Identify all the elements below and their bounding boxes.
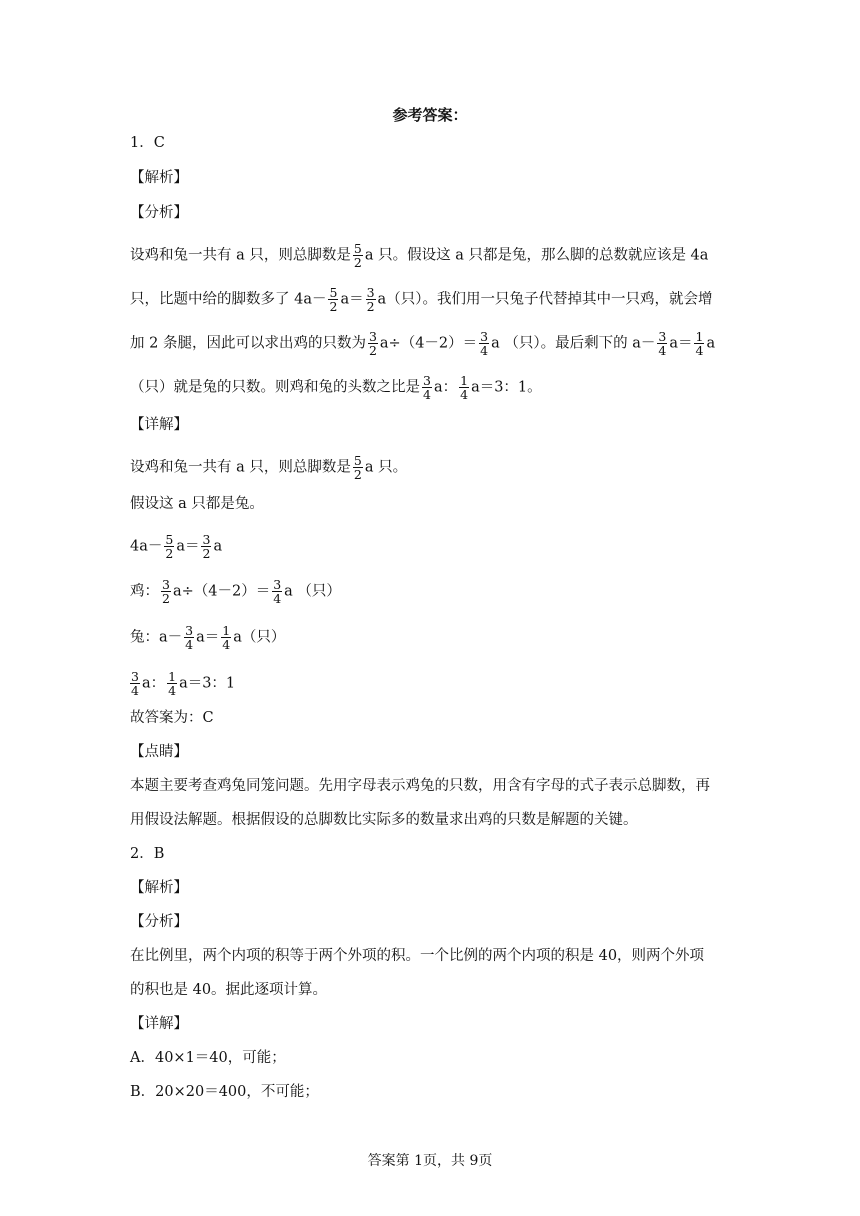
q1-fenxi-line-2: 只，比题中给的脚数多了 4a－ $\frac{5}{2}$ a＝ $\frac{3}{2}$ a（只）。我们用一只兔子代替掉其中一只鸡，就会增 <box>130 285 713 314</box>
q1-dianjing-line-2: 用假设法解题。根据假设的总脚数比实际多的数量求出鸡的只数是解题的关键。 <box>130 812 638 828</box>
page-footer: 答案第 1页，共 9页 <box>367 1153 493 1169</box>
fraction-1-4: $\frac{1}{4}$ <box>460 373 469 402</box>
fraction-5-2: $\frac{5}{2}$ <box>353 453 362 482</box>
q1-step-6: $\frac{3}{4}$ a： $\frac{1}{4}$ a＝3：1 <box>131 669 236 698</box>
fraction-3-4: $\frac{3}{4}$ <box>658 329 667 358</box>
q1-xiangjie-heading: 【详解】 <box>130 417 188 433</box>
q2-fenxi-heading: 【分析】 <box>130 914 188 930</box>
q1-answer-number: 1．C <box>130 135 165 151</box>
q1-dianjing-heading: 【点睛】 <box>130 744 188 760</box>
q1-step-1: 设鸡和兔一共有 a 只，则总脚数是 $\frac{5}{2}$ a 只。 <box>130 453 408 482</box>
q1-final-answer: 故答案为：C <box>130 710 214 726</box>
q1-step-3: 4a－ $\frac{5}{2}$ a＝ $\frac{3}{2}$ a <box>130 532 223 561</box>
fraction-3-4: $\frac{3}{4}$ <box>185 623 194 652</box>
q1-fenxi-line-3: 加 2 条腿，因此可以求出鸡的只数为 $\frac{3}{2}$ a÷（4－2）＝ $\frac{3}{4}$ a （只）。最后剩下的 a－ $\frac{3}{4}$ a＝ $\frac{1}{4}$ a <box>130 329 716 358</box>
q1-step-4: 鸡： $\frac{3}{2}$ a÷（4－2）＝ $\frac{3}{4}$ a （只） <box>130 577 341 606</box>
q2-option-a: A．40×1＝40，可能； <box>130 1050 286 1066</box>
q2-jiexi-heading: 【解析】 <box>130 880 188 896</box>
q1-dianjing-line-1: 本题主要考查鸡兔同笼问题。先用字母表示鸡兔的只数，用含有字母的式子表示总脚数，再 <box>130 778 710 794</box>
fraction-3-2: $\frac{3}{2}$ <box>162 577 170 606</box>
fraction-3-2: $\frac{3}{2}$ <box>368 329 377 358</box>
fraction-1-4: $\frac{1}{4}$ <box>222 623 231 652</box>
fraction-1-4: $\frac{1}{4}$ <box>695 329 704 358</box>
q2-fenxi-line-1: 在比例里，两个内项的积等于两个外项的积。一个比例的两个内项的积是 40，则两个外项 <box>130 948 705 964</box>
fraction-3-4: $\frac{3}{4}$ <box>423 373 431 402</box>
fraction-3-4: $\frac{3}{4}$ <box>131 669 139 698</box>
q1-step-5: 兔：a－ $\frac{3}{4}$ a＝ $\frac{1}{4}$ a（只） <box>130 623 286 652</box>
q2-xiangjie-heading: 【详解】 <box>130 1016 188 1032</box>
fraction-5-2: $\frac{5}{2}$ <box>165 532 174 561</box>
q1-fenxi-line-1: 设鸡和兔一共有 a 只，则总脚数是 $\frac{5}{2}$ a 只。假设这 a 只都是兔，那么脚的总数就应该是 4a <box>130 241 709 270</box>
q2-option-b: B．20×20＝400，不可能； <box>130 1084 319 1100</box>
fraction-1-4: $\frac{1}{4}$ <box>168 669 177 698</box>
fraction-5-2: $\frac{5}{2}$ <box>353 241 362 270</box>
fraction-3-2: $\frac{3}{2}$ <box>202 532 211 561</box>
fraction-3-2: $\frac{3}{2}$ <box>366 285 375 314</box>
q2-fenxi-line-2: 的积也是 40。据此逐项计算。 <box>130 982 328 998</box>
fraction-3-4: $\frac{3}{4}$ <box>480 329 489 358</box>
q1-jiexi-heading: 【解析】 <box>130 170 188 186</box>
q1-fenxi-heading: 【分析】 <box>130 205 188 221</box>
q1-step-2: 假设这 a 只都是兔。 <box>130 496 264 512</box>
page-title: 参考答案： <box>392 106 468 124</box>
q1-fenxi-line-4: （只）就是兔的只数。则鸡和兔的头数之比是 $\frac{3}{4}$ a： $\frac{1}{4}$ a＝3：1。 <box>130 373 542 402</box>
q2-answer-number: 2．B <box>130 846 165 862</box>
fraction-3-4: $\frac{3}{4}$ <box>273 577 282 606</box>
fraction-5-2: $\frac{5}{2}$ <box>329 285 338 314</box>
